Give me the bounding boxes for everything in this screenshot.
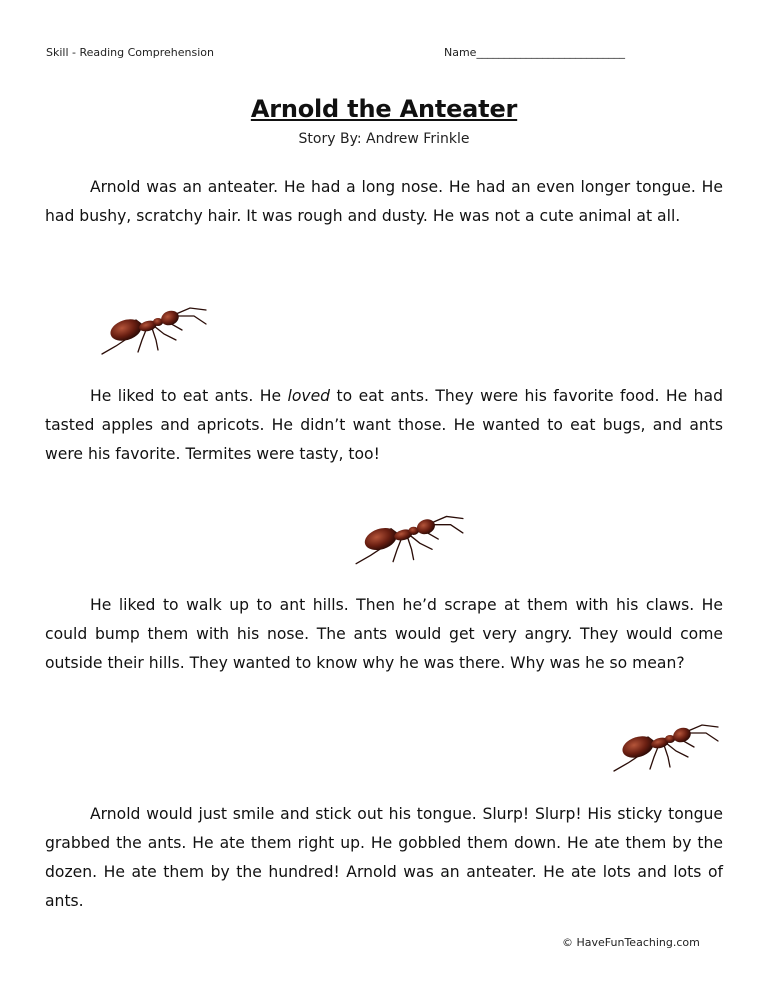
emphasized-word: loved xyxy=(287,387,331,405)
paragraph-2 xyxy=(45,382,723,469)
skill-label: Skill - Reading Comprehension xyxy=(46,46,214,59)
paragraph-1: Arnold was an anteater. He had a long nose. He had an even longer tongue. He had bushy, scratchy hair. It was rough and dusty. He was not a cute animal at all. xyxy=(45,178,723,225)
paragraph-2-text-end: to eat ants. They were his favorite food. He had tasted apples and apricots. He didn’t want those. He wanted to eat bugs, and ants were his favorite. Termites were tasty, too! xyxy=(45,387,723,463)
copyright-footer: © HaveFunTeaching.com xyxy=(562,936,700,949)
story-title: Arnold the Anteater xyxy=(250,95,518,123)
story-byline: Story By: Andrew Frinkle xyxy=(298,131,470,147)
paragraph-2-text-start: He liked to eat ants. He xyxy=(90,387,288,405)
ant-illustration-3 xyxy=(610,717,722,773)
paragraph-3: He liked to walk up to ant hills. Then he’d scrape at them with his claws. He could bump them with his nose. The ants would get very angry. They would come outside their hills. They wanted to know why he was there. Why was he so mean? xyxy=(45,596,723,672)
ant-illustration-1 xyxy=(98,300,210,356)
paragraph-4: Arnold would just smile and stick out his tongue. Slurp! Slurp! His sticky tongue grabbed the ants. He ate them right up. He gobbled them down. He ate them by the dozen. He ate them by the hundred! Arnold was an anteater. He ate lots and lots of ants. xyxy=(45,805,723,910)
ant-illustration-2 xyxy=(352,508,467,566)
name-field-label: Name___________________________ xyxy=(444,46,625,59)
